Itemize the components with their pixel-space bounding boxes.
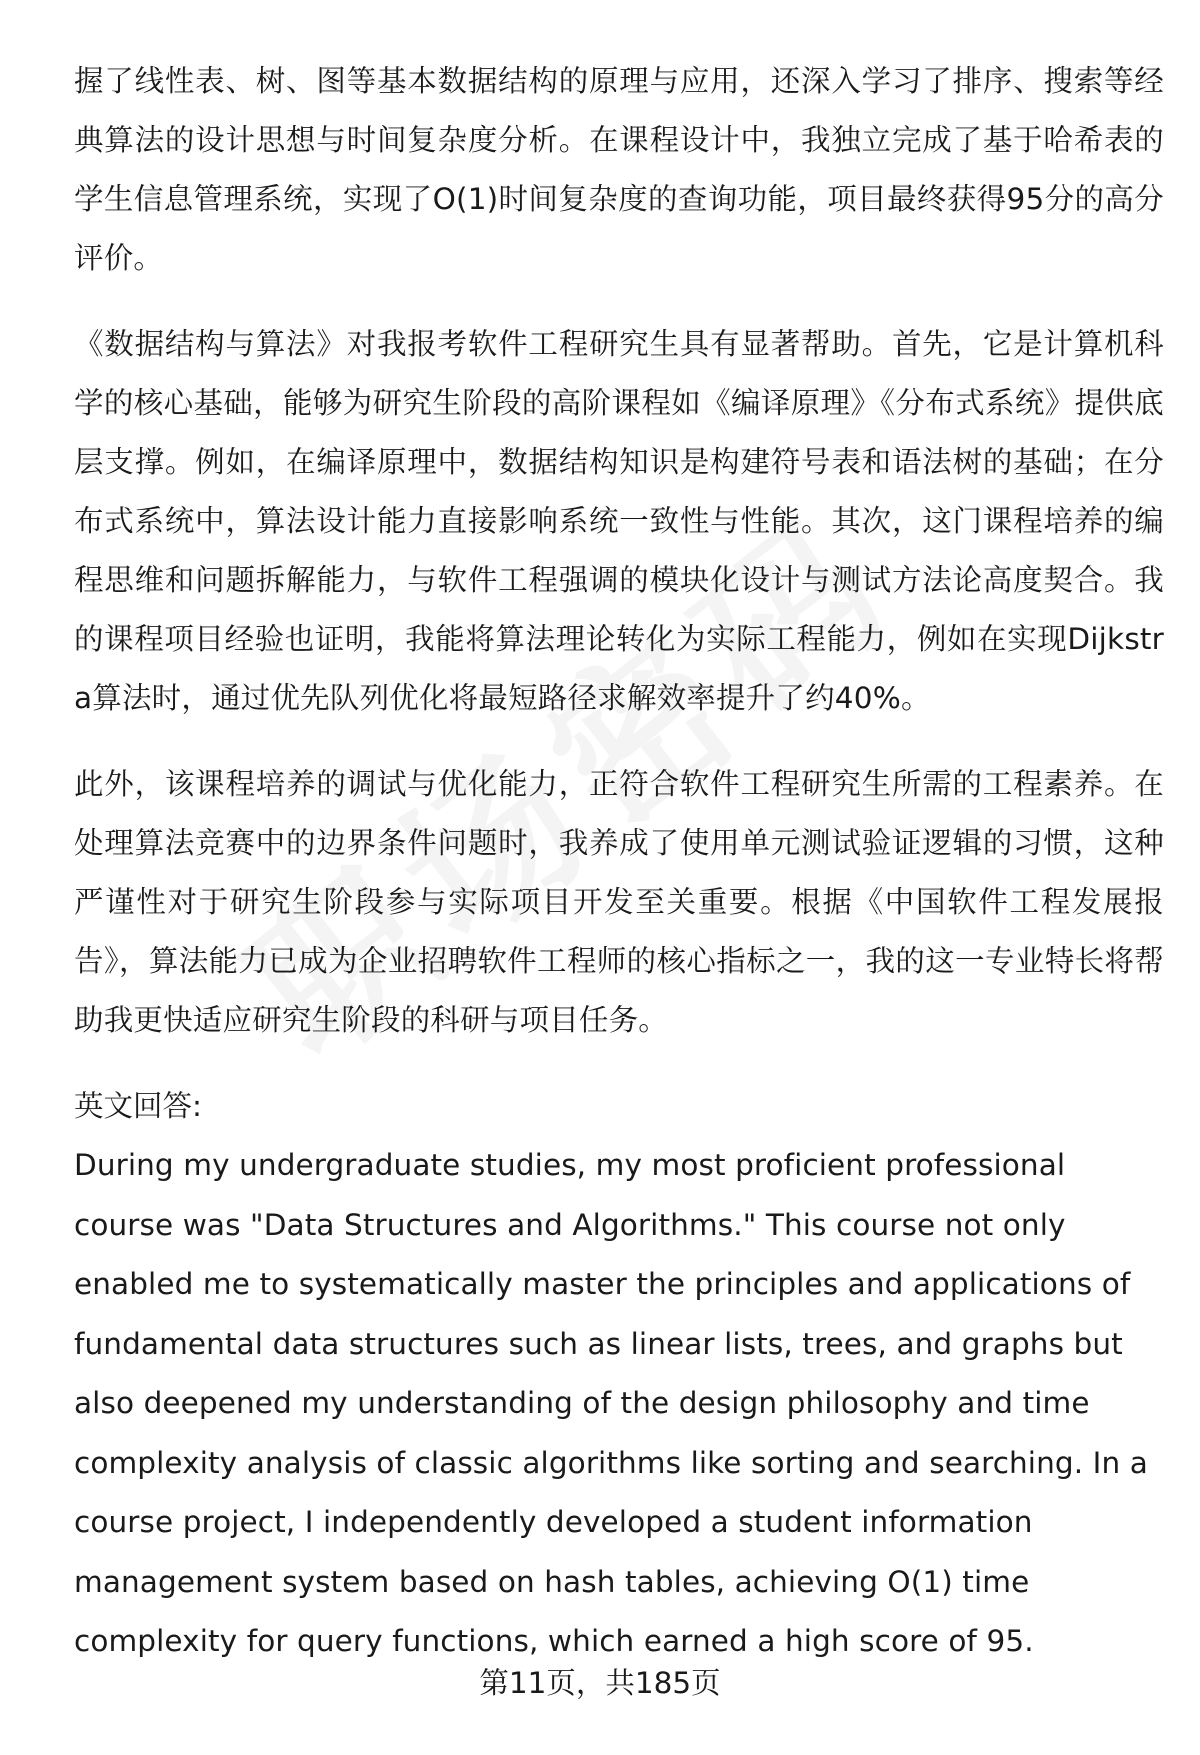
paragraph-en: During my undergraduate studies, my most proficient professional course was "Data Structures and Algorithms." This course not only enabled me to systematically master the principles and applications of fundamental data structures such as linear lists, trees, and graphs but also deepened my understanding of the design philosophy and time complexity analysis of classic algorithms like sorting and searching. In a course project, I independently developed a student information management system based on hash tables, achieving O(1) time complexity for query functions, which earned a high score of 95. (74, 1148, 1148, 1658)
paragraph-cn-3: 此外，该课程培养的调试与优化能力，正符合软件工程研究生所需的工程素养。在处理算法竞赛中的边界条件问题时，我养成了使用单元测试验证逻辑的习惯，这种严谨性对于研究生阶段参与实际项目开发至关重要。根据《中国软件工程发展报告》，算法能力已成为企业招聘软件工程师的核心指标之一，我的这一专业特长将帮助我更快适应研究生阶段的科研与项目任务。 (74, 767, 1164, 1037)
page-number: 第11页，共185页 (479, 1666, 721, 1700)
page-content (74, 52, 1164, 1672)
paragraph-cn-2: 《数据结构与算法》对我报考软件工程研究生具有显著帮助。首先，它是计算机科学的核心基础，能够为研究生阶段的高阶课程如《编译原理》《分布式系统》提供底层支撑。例如，在编译原理中，数据结构知识是构建符号表和语法树的基础；在分布式系统中，算法设计能力直接影响系统一致性与性能。其次，这门课程培养的编程思维和问题拆解能力，与软件工程强调的模块化设计与测试方法论高度契合。我的课程项目经验也证明，我能将算法理论转化为实际工程能力，例如在实现Dijkstra算法时，通过优先队列优化将最短路径求解效率提升了约40%。 (74, 327, 1164, 715)
paragraph-cn-1: 握了线性表、树、图等基本数据结构的原理与应用，还深入学习了排序、搜索等经典算法的设计思想与时间复杂度分析。在课程设计中，我独立完成了基于哈希表的学生信息管理系统，实现了O(1)时间复杂度的查询功能，项目最终获得95分的高分评价。 (74, 64, 1164, 275)
english-answer-label: 英文回答: (74, 1089, 202, 1123)
